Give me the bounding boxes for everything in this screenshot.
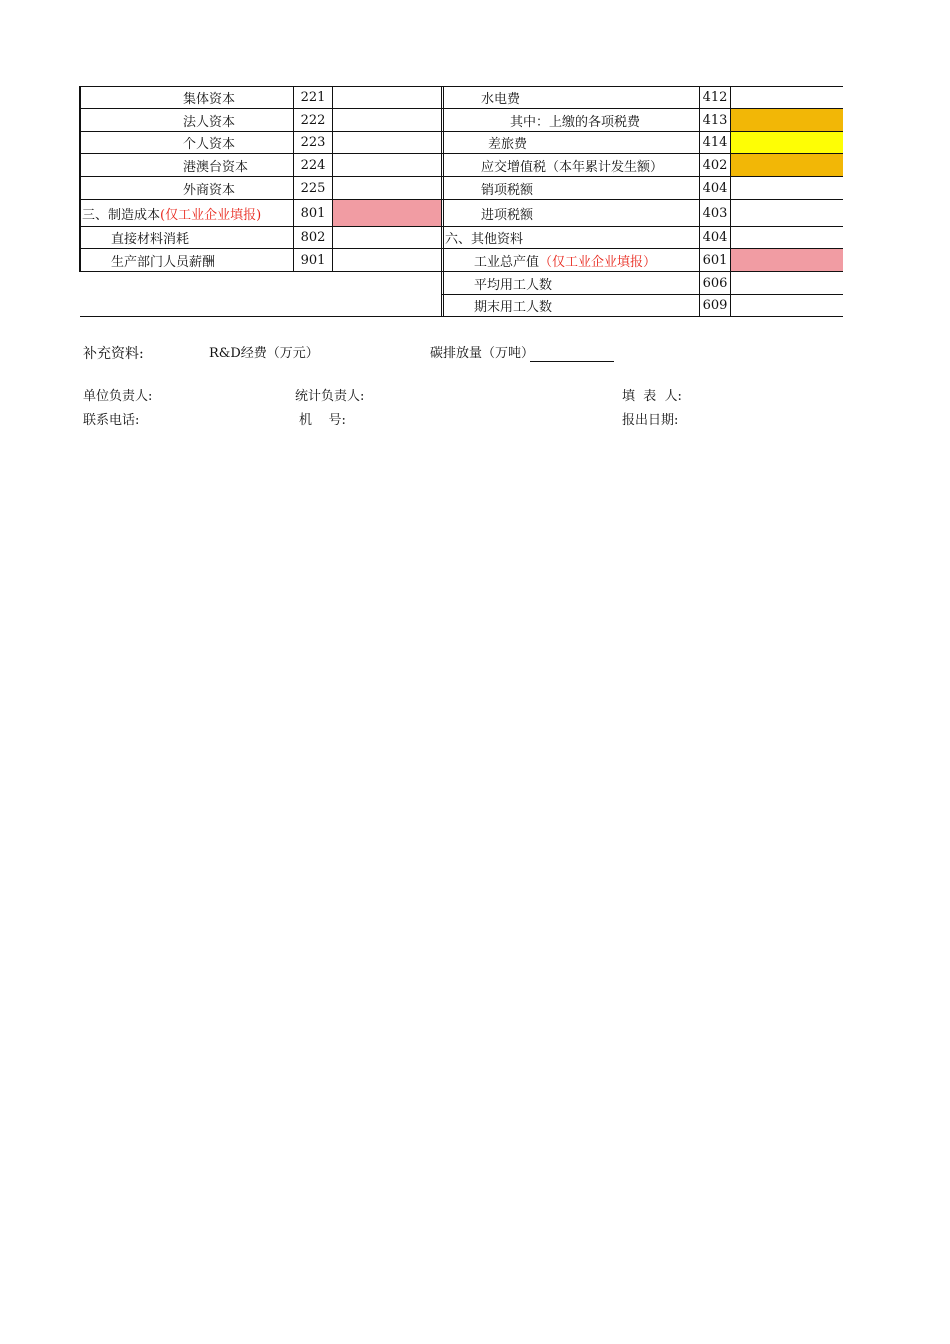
left-grid-line	[80, 108, 442, 109]
label-text: 外商资本	[183, 182, 236, 198]
left-grid-line	[80, 86, 442, 87]
code-text: 222	[300, 112, 326, 128]
left-row-label	[183, 177, 235, 199]
left-row-code	[294, 227, 332, 248]
right-grid-line	[442, 108, 843, 109]
filler-label: 填 表 人:	[622, 389, 682, 404]
left-row-label	[183, 87, 235, 108]
unit-head-label: 单位负责人:	[83, 389, 153, 404]
right-row-code	[700, 177, 730, 199]
code-text: 223	[300, 135, 326, 150]
right-row-label	[481, 200, 533, 226]
code-text: 404	[702, 230, 728, 245]
right-value-414-fill	[731, 131, 843, 154]
left-value-801-fill	[333, 200, 441, 226]
code-text: 601	[702, 252, 728, 268]
right-row-code	[700, 200, 730, 226]
report-date-label: 报出日期:	[622, 413, 679, 428]
left-row-label	[111, 227, 189, 248]
label-text: 个人资本	[183, 137, 236, 152]
right-row-label	[445, 227, 523, 248]
left-grid-line	[80, 153, 442, 154]
carbon-emission-label: 碳排放量（万吨）	[430, 346, 535, 361]
right-value-601-fill	[731, 249, 843, 271]
label-text: 六、其他资料	[445, 232, 524, 247]
label-text: 应交增值税（本年累计发生额）	[481, 159, 664, 175]
right-row-code	[700, 227, 730, 248]
label-text: 水电费	[481, 92, 521, 107]
note-text: (仅工业企业填报)	[160, 207, 262, 223]
right-row-label	[474, 272, 552, 294]
label-text: 工业总产值	[474, 254, 540, 270]
right-row-label	[481, 177, 533, 199]
right-row-code	[700, 154, 730, 176]
left-grid-line	[80, 176, 442, 177]
left-row-label-801	[82, 200, 261, 226]
code-text: 224	[300, 157, 326, 173]
code-text: 414	[702, 135, 728, 150]
right-value-402-fill	[731, 154, 843, 177]
right-row-label	[510, 109, 640, 131]
left-row-label	[183, 109, 235, 131]
right-row-label	[488, 132, 527, 153]
code-text: 606	[702, 275, 728, 291]
label-text: 差旅费	[488, 137, 528, 152]
right-row-label-601	[474, 249, 656, 271]
right-value-413-fill	[731, 109, 843, 131]
carbon-emission-underline	[530, 361, 614, 362]
label-text: 法人资本	[183, 114, 236, 130]
right-row-label	[481, 87, 520, 108]
right-row-code	[700, 132, 730, 153]
left-row-code	[294, 249, 332, 271]
left-grid-line	[80, 271, 442, 272]
label-text: 期末用工人数	[474, 300, 553, 315]
left-row-label	[111, 249, 215, 271]
label-text: 进项税额	[481, 207, 534, 223]
supplement-title: 补充资料:	[83, 346, 144, 362]
left-row-label	[183, 132, 235, 153]
right-row-label	[474, 295, 552, 316]
code-text: 801	[300, 205, 326, 221]
code-text: 412	[702, 90, 728, 105]
right-row-code	[700, 109, 730, 131]
phone-label: 联系电话:	[83, 413, 140, 428]
code-text: 413	[702, 112, 728, 128]
left-row-code	[294, 154, 332, 176]
left-value-col-border	[332, 86, 333, 272]
right-value-col-border	[730, 86, 731, 317]
left-row-code	[294, 132, 332, 153]
left-grid-line	[80, 131, 442, 132]
code-text: 221	[300, 90, 326, 105]
left-row-code	[294, 109, 332, 131]
center-divider-line	[443, 86, 444, 317]
right-row-label	[481, 154, 663, 176]
table-bottom-line	[80, 316, 843, 317]
code-text: 404	[702, 180, 728, 196]
left-row-code	[294, 200, 332, 226]
label-text: 集体资本	[183, 92, 236, 107]
label-text: 平均用工人数	[474, 277, 553, 293]
left-table-outer-border	[79, 86, 81, 272]
label-text: 港澳台资本	[183, 159, 249, 175]
left-row-label	[183, 154, 248, 176]
rd-expense-label: R&D经费（万元）	[209, 346, 319, 361]
label-text: 其中：上缴的各项税费	[510, 114, 641, 130]
code-text: 609	[702, 298, 728, 313]
label-text: 生产部门人员薪酬	[111, 254, 216, 270]
mobile-label: 机 号:	[299, 413, 346, 428]
code-text: 402	[702, 157, 728, 173]
code-text: 403	[702, 205, 728, 221]
left-row-code	[294, 177, 332, 199]
right-row-code	[700, 249, 730, 271]
center-divider-line	[441, 86, 442, 317]
note-text: （仅工业企业填报）	[539, 254, 657, 270]
right-row-code	[700, 295, 730, 316]
code-text: 901	[300, 252, 326, 268]
right-row-code	[700, 87, 730, 108]
label-text: 直接材料消耗	[111, 232, 190, 247]
label-text: 三、制造成本	[82, 207, 161, 223]
label-text: 销项税额	[481, 182, 534, 198]
code-text: 802	[300, 230, 326, 245]
stat-head-label: 统计负责人:	[295, 389, 365, 404]
right-row-code	[700, 272, 730, 294]
code-text: 225	[300, 180, 326, 196]
left-row-code	[294, 87, 332, 108]
